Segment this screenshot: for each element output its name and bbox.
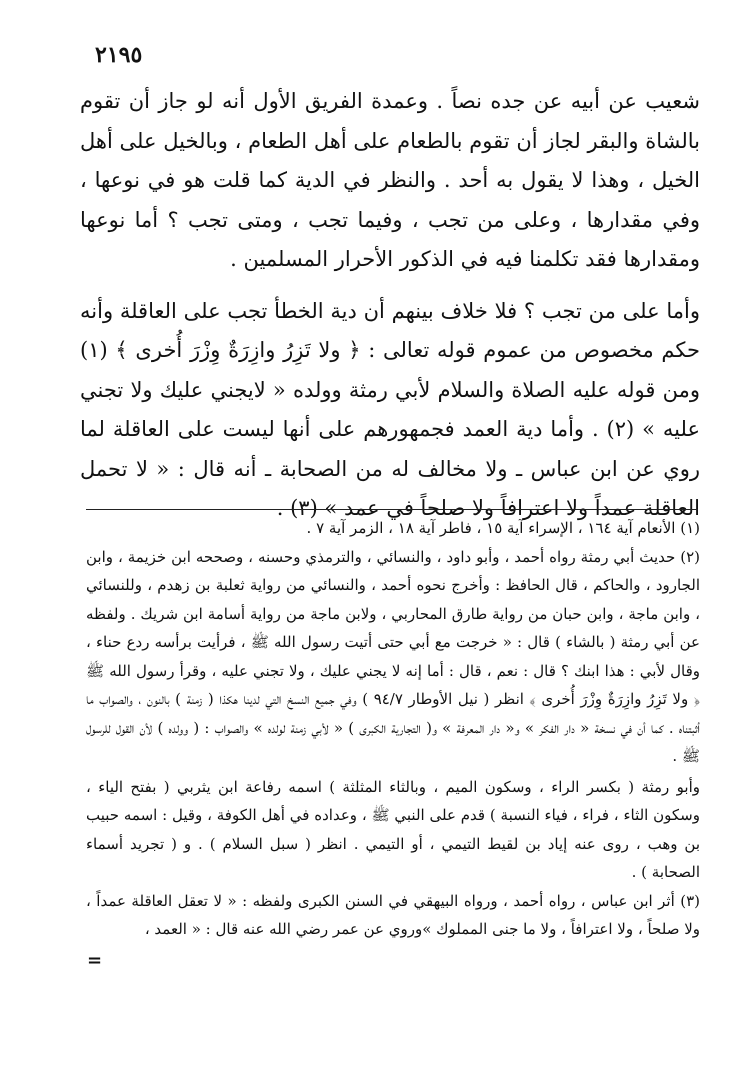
- footnotes: [86, 514, 700, 944]
- continuation-mark: =: [87, 950, 103, 971]
- main-text: [80, 82, 700, 529]
- footnote-3: (٣) أثر ابن عباس ، رواه أحمد ، ورواه البيهقي في السنن الكبرى ولفظه : « لا تعقل العاقلة عمداً ، ولا صلحاً ، ولا اعترافاً ، ولا ما جنى المملوك »وروي عن عمر رضي الله عنه قال : « العمد ،: [86, 891, 700, 938]
- paragraph-2: وأما على من تجب ؟ فلا خلاف بينهم أن دية الخطأ تجب على العاقلة وأنه حكم مخصوص من عموم قوله تعالى : ﴿ ولا تَزِرُ وازِرَةٌ وِزْرَ أُخرى ﴾ (١) ومن قوله عليه الصلاة والسلام لأبي رمثة وولده « لايجني عليك ولا تجني عليه » (٢) . وأما دية العمد فجمهورهم على أنها ليست على العاقلة لما روي عن ابن عباس ـ ولا مخالف له من الصحابة ـ أنه قال : « لا تحمل العاقلة عمداً ولا اعترافاً ولا صلحاً في عمد » (٣) .: [80, 298, 700, 520]
- footnote-divider: [86, 509, 698, 510]
- footnote-1: (١) الأنعام آية ١٦٤ ، الإسراء آية ١٥ ، فاطر آية ١٨ ، الزمر آية ٧ .: [306, 519, 700, 537]
- footnote-2: (٢) حديث أبي رمثة رواه أحمد ، وأبو داود ، والنسائي ، والترمذي وحسنه ، وصححه ابن خزيمة ، وابن الجارود ، والحاكم ، قال الحافظ : وأخرج نحوه أحمد ، والنسائي من رواية ثعلبة بن زهدم ، وللنسائي ، وابن ماجة ، وابن حبان من رواية طارق المحاربي ، ولابن ماجة من رواية أسامة ابن شريك . ولفظه عن أبي رمثة ( بالشاء ) قال : « خرجت مع أبي حتى أتيت رسول الله ﷺ ، فرأيت برأسه ردع حناء ، وقال لأبي : هذا ابنك ؟ قال : نعم ، قال : أما إنه لا يجني عليك ، ولا تجني عليه ، وقرأ رسول الله ﷺ ﴿ ولا تَزِرُ وازِرَةٌ وِزْرَ أُخرى ﴾ انظر ( نيل الأوطار ٩٤/٧ ) وفي جميع النسخ التي لدينا هكذا ( زمنة ) بالنون ، والصواب ما أثبتناه . كما أن في نسخة « دار الفكر » و« دار المعرفة » و( التجارية الكبرى ) « لأبي زمنة لولده » والصواب : ( وولده ) لأن القول للرسول ﷺ .: [86, 547, 700, 765]
- paragraph-1: شعيب عن أبيه عن جده نصاً . وعمدة الفريق الأول أنه لو جاز أن تقوم بالشاة والبقر لجاز أن تقوم بالطعام على أهل الطعام ، وبالخيل على أهل الخيل ، وهذا لا يقول به أحد . والنظر في الدية كما قلت هو في نوعها ، وفي مقدارها ، وعلى من تجب ، وفيما تجب ، ومتى تجب ؟ أما نوعها ومقدارها فقد تكلمنا فيه في الذكور الأحرار المسلمين .: [80, 89, 700, 271]
- footnote-2-continued: وأبو رمثة ( بكسر الراء ، وسكون الميم ، وبالثاء المثلثة ) اسمه رفاعة ابن يثربي ( بفتح الياء ، وسكون الثاء ، فراء ، فياء النسبة ) قدم على النبي ﷺ ، وعداده في أهل الكوفة ، وقيل : اسمه حبيب بن وهب ، روى عنه إياد بن لقيط التيمي ، أو التيمي . انظر ( سبل السلام ) . و ( تجريد أسماء الصحابة ) .: [86, 777, 700, 881]
- page-number: ٢١٩٥: [95, 42, 143, 68]
